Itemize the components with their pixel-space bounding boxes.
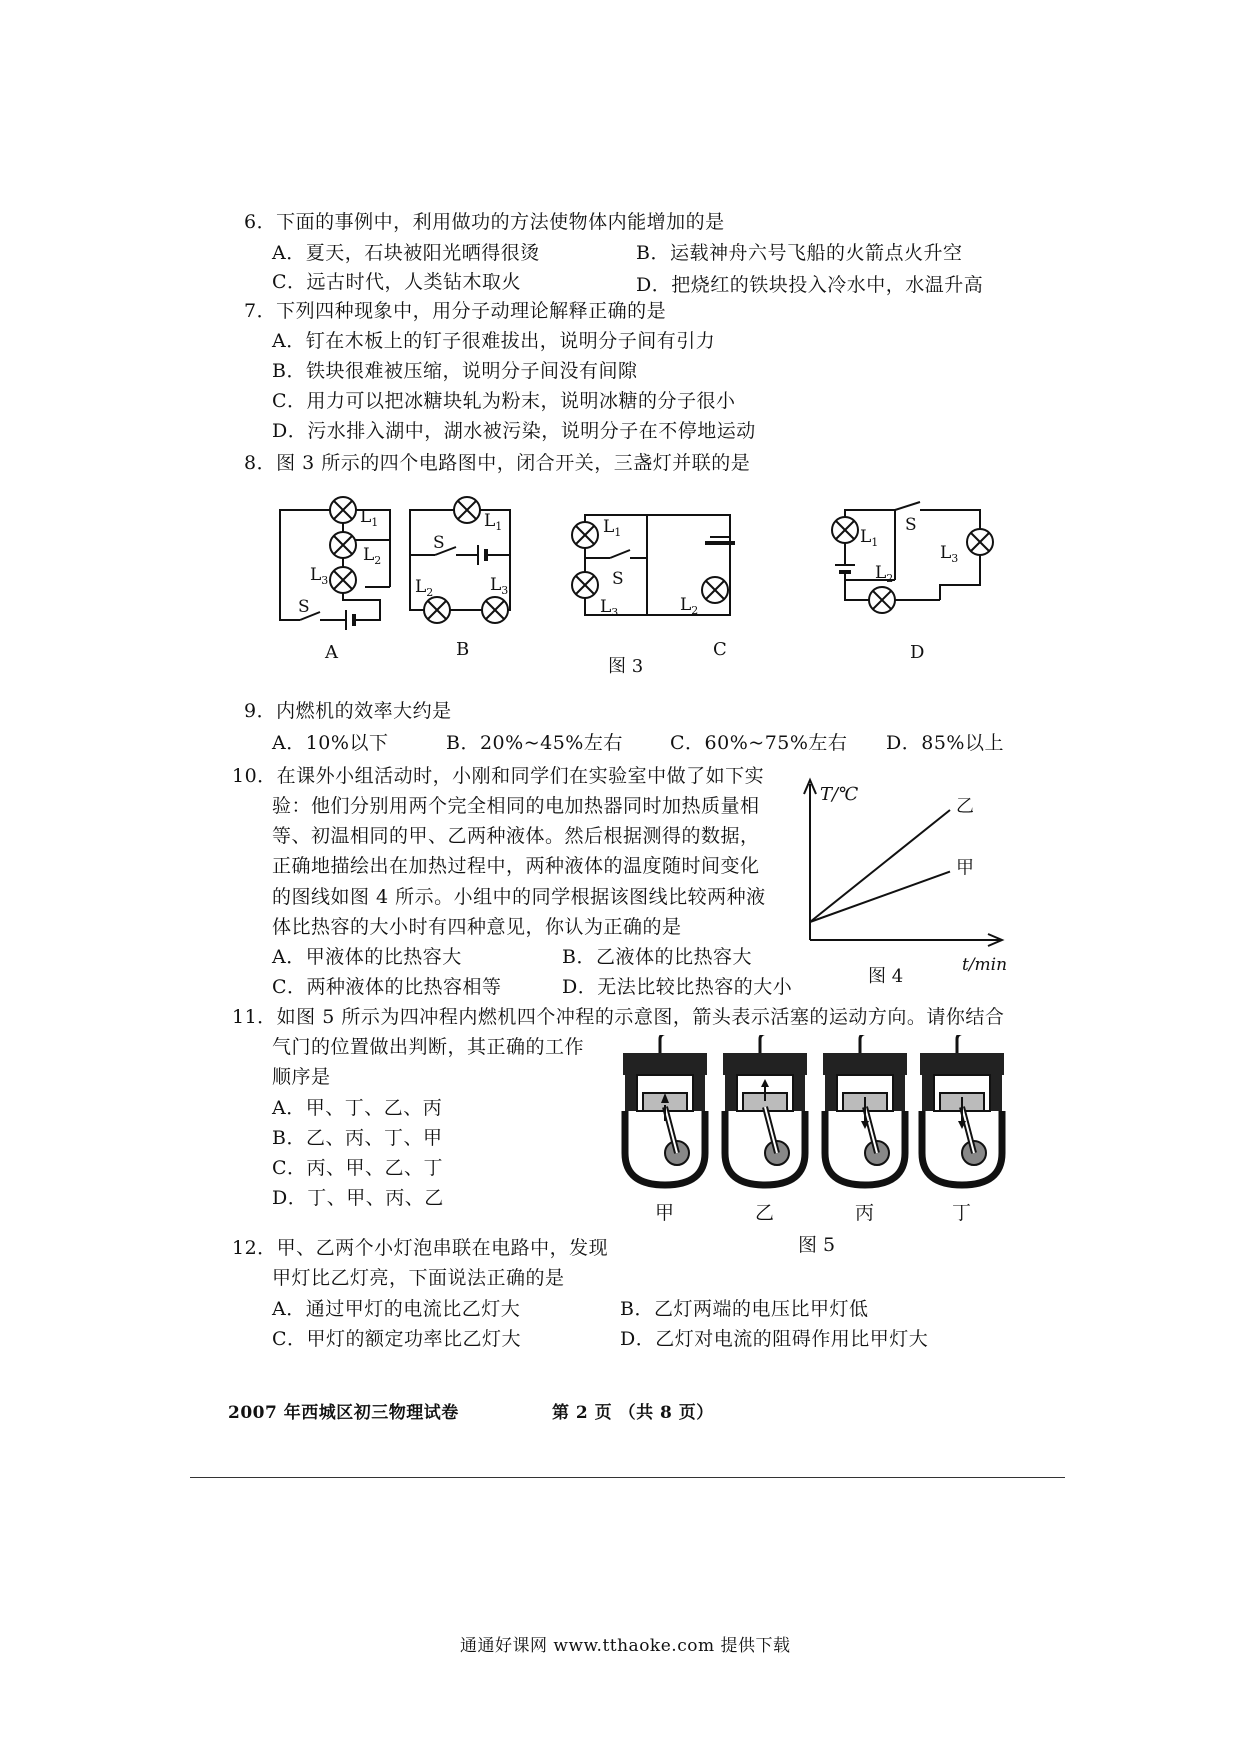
series-line-2: [810, 872, 950, 922]
lamp-icon: [869, 587, 895, 613]
q12-option-d: D．乙灯对电流的阻碍作用比甲灯大: [620, 1328, 929, 1350]
q7-option-b: B．铁块很难被压缩，说明分子间没有间隙: [272, 360, 638, 382]
page-divider: [190, 1477, 1065, 1478]
q12-line-1: 12．甲、乙两个小灯泡串联在电路中，发现: [232, 1237, 609, 1259]
q9-option-d: D．85%以上: [886, 732, 1004, 754]
label-s: S: [298, 597, 310, 617]
engine-diagram-ding: [920, 1035, 1004, 1185]
q7-option-a: A．钉在木板上的钉子很难拔出，说明分子间有引力: [272, 330, 716, 352]
lamp-icon: [330, 497, 356, 523]
q11-option-a: A．甲、丁、乙、丙: [272, 1097, 443, 1119]
figure-4-graph: [790, 770, 1020, 985]
q9-option-c: C．60%~75%左右: [670, 732, 848, 754]
figure-5-caption: 图 5: [798, 1234, 836, 1255]
figure-5-label-3: 丙: [855, 1202, 875, 1224]
figure-3-caption: 图 3: [608, 656, 644, 675]
lamp-icon: [330, 532, 356, 558]
q10-line-3: 等、初温相同的甲、乙两种液体。然后根据测得的数据，: [272, 825, 760, 847]
q9-option-a: A．10%以下: [272, 732, 389, 754]
q10-line-2: 验：他们分别用两个完全相同的电加热器同时加热质量相: [272, 795, 760, 817]
figure-5-label-2: 乙: [755, 1202, 775, 1224]
engine-diagram-yi: [723, 1035, 807, 1185]
label-l1: $L_1$: [360, 507, 379, 529]
q7-option-c: C．用力可以把冰糖块轧为粉末，说明冰糖的分子很小: [272, 390, 736, 412]
q7-stem: 7．下列四种现象中，用分子动理论解释正确的是: [244, 300, 667, 322]
q6-option-a: A．夏天，石块被阳光晒得很烫: [272, 242, 540, 264]
q6-option-d: D．把烧红的铁块投入冷水中，水温升高: [636, 274, 984, 296]
label-l1: $L_1$: [860, 527, 879, 549]
q11-option-c: C．丙、甲、乙、丁: [272, 1157, 444, 1179]
q9-stem: 9．内燃机的效率大约是: [244, 700, 452, 722]
lamp-icon: [832, 517, 858, 543]
q10-option-d: D．无法比较比热容的大小: [562, 976, 793, 998]
label-l1: $L_1$: [603, 517, 622, 539]
q10-line-6: 体比热容的大小时有四种意见，你认为正确的是: [272, 916, 682, 938]
label-l3: $L_3$: [310, 565, 329, 587]
q6-option-b: B．运载神舟六号飞船的火箭点火升空: [636, 242, 963, 264]
q10-line-1: 10．在课外小组活动时，小刚和同学们在实验室中做了如下实: [232, 765, 765, 787]
q6-stem: 6．下面的事例中，利用做功的方法使物体内能增加的是: [244, 211, 725, 233]
series-label-2: 甲: [956, 857, 974, 879]
q12-option-b: B．乙灯两端的电压比甲灯低: [620, 1298, 869, 1320]
figure-3-circuits: [260, 490, 1030, 675]
watermark-text: 通通好课网 www.tthaoke.com 提供下载: [460, 1636, 791, 1656]
label-s: S: [612, 569, 624, 589]
lamp-icon: [967, 529, 993, 555]
lamp-icon: [482, 597, 508, 623]
figure-5-label-1: 甲: [655, 1202, 675, 1224]
q10-option-a: A．甲液体的比热容大: [272, 946, 462, 968]
label-circuit-c: C: [713, 639, 727, 660]
label-s: S: [905, 515, 917, 535]
label-l3: $L_3$: [600, 597, 619, 619]
figure-5-label-4: 丁: [952, 1202, 972, 1224]
label-l2: $L_2$: [415, 577, 434, 599]
label-circuit-a: A: [325, 642, 338, 663]
figure-5-engine-strokes: [610, 1035, 1025, 1255]
exam-title: 2007 年西城区初三物理试卷: [228, 1403, 459, 1423]
lamp-icon: [572, 572, 598, 598]
q12-line-2: 甲灯比乙灯亮，下面说法正确的是: [272, 1267, 565, 1289]
q8-stem: 8．图 3 所示的四个电路图中，闭合开关，三盏灯并联的是: [244, 452, 751, 474]
lamp-icon: [572, 522, 598, 548]
lamp-icon: [330, 567, 356, 593]
q10-line-5: 的图线如图 4 所示。小组中的同学根据该图线比较两种液: [272, 886, 766, 908]
q11-line-2: 气门的位置做出判断，其正确的工作: [272, 1036, 585, 1058]
q12-option-c: C．甲灯的额定功率比乙灯大: [272, 1328, 522, 1350]
x-axis-label: t/min: [962, 955, 1008, 975]
label-l2: $L_2$: [363, 545, 382, 567]
q11-option-d: D．丁、甲、丙、乙: [272, 1187, 444, 1209]
circuit-c: [572, 515, 735, 615]
label-circuit-b: B: [456, 639, 470, 660]
engine-diagram-bing: [823, 1035, 907, 1185]
label-l1: $L_1$: [484, 511, 503, 533]
q10-line-4: 正确地描绘出在加热过程中，两种液体的温度随时间变化: [272, 855, 760, 877]
lamp-icon: [454, 497, 480, 523]
label-l2: $L_2$: [680, 595, 699, 617]
page-number: 第 2 页 （共 8 页）: [552, 1403, 714, 1423]
label-l2: $L_2$: [875, 563, 894, 585]
q10-option-c: C．两种液体的比热容相等: [272, 976, 502, 998]
q9-option-b: B．20%~45%左右: [446, 732, 623, 754]
lamp-icon: [702, 577, 728, 603]
series-line-1: [810, 810, 950, 922]
label-l3: $L_3$: [940, 543, 959, 565]
q10-option-b: B．乙液体的比热容大: [562, 946, 752, 968]
engine-diagram-jia: [623, 1035, 707, 1185]
q12-option-a: A．通过甲灯的电流比乙灯大: [272, 1298, 521, 1320]
label-s: S: [433, 533, 445, 553]
q6-option-c: C．远古时代，人类钻木取火: [272, 271, 522, 293]
figure-4-caption: 图 4: [868, 966, 904, 985]
q11-line-1: 11．如图 5 所示为四冲程内燃机四个冲程的示意图，箭头表示活塞的运动方向。请你结合: [232, 1006, 1005, 1028]
series-label-1: 乙: [956, 796, 974, 817]
q11-line-3: 顺序是: [272, 1066, 331, 1088]
y-axis-label: T/℃: [820, 784, 859, 805]
label-circuit-d: D: [910, 642, 925, 663]
q7-option-d: D．污水排入湖中，湖水被污染，说明分子在不停地运动: [272, 420, 756, 442]
lamp-icon: [424, 597, 450, 623]
q11-option-b: B．乙、丙、丁、甲: [272, 1127, 443, 1149]
label-l3: $L_3$: [490, 575, 509, 597]
